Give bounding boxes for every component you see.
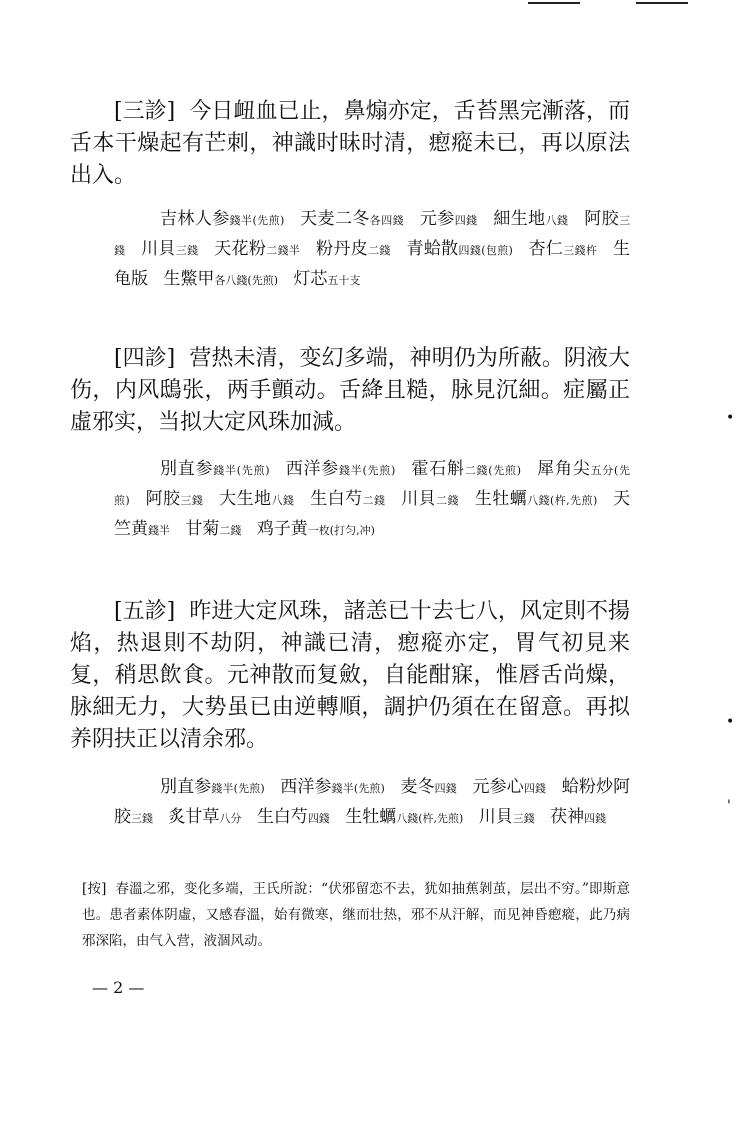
herb: 吉林人参錢半(先煎)	[160, 209, 285, 229]
margin-tick: '	[727, 798, 731, 814]
section-3-text: 今日衄血已止，鼻煽亦定，舌苔黑完漸落，而舌本干燥起有芒刺，神識时昧时清，瘛瘲未已，再以原法出入。	[70, 99, 630, 188]
herb: 大生地八錢	[219, 489, 295, 509]
herb: 川貝二錢	[401, 489, 459, 509]
section-5-text: 昨进大定风珠，諸恙已十去七八，风定則不揚焰，热退則不劫阴，神識已清，瘛瘲亦定，胃气初見来复，稍思飲食。元神散而复斂，自能酣寐，惟唇舌尚燥，脉細无力，大势虽已由逆轉順，調护仍須在在留意。再拟养阴扶正以清余邪。	[70, 599, 630, 752]
header-rule-right	[636, 2, 688, 4]
herb: 生白芍四錢	[256, 807, 330, 827]
herb: 粉丹皮二錢	[316, 239, 391, 259]
section-4-prescription	[114, 455, 630, 545]
herb: 生牡蠣八錢(杵,先煎)	[474, 489, 598, 509]
note-label: [按]	[82, 881, 107, 897]
herb: 灯芯五十支	[293, 269, 361, 289]
herb: 天花粉二錢半	[214, 239, 301, 259]
herb: 阿胶三錢	[114, 209, 631, 257]
section-3-paragraph	[70, 96, 630, 192]
section-3-label: [三診]	[114, 99, 176, 124]
herb: 川貝三錢	[478, 807, 535, 827]
herb: 生牡蠣八錢(杵,先煎)	[345, 807, 464, 827]
herb: 茯神四錢	[550, 807, 607, 827]
herb: 麦冬四錢	[400, 777, 457, 797]
herb: 細生地八錢	[493, 209, 569, 229]
herb: 元参心四錢	[472, 777, 547, 797]
section-5-paragraph	[70, 596, 630, 756]
herb: 元参四錢	[419, 209, 478, 229]
herb: 生龟版	[114, 239, 631, 289]
page-number: — 2 —	[92, 978, 145, 997]
header-rule-left	[528, 2, 580, 4]
herb: 生鱉甲各八錢(先煎)	[163, 269, 278, 289]
section-4-label: [四診]	[114, 346, 176, 371]
herb: 天麦二冬各四錢	[300, 209, 405, 229]
herb: 炙甘草八分	[168, 807, 242, 827]
herb: 別直参錢半(先煎)	[160, 459, 270, 479]
herb: 別直参錢半(先煎)	[160, 777, 265, 797]
herb: 西洋参錢半(先煎)	[285, 459, 396, 479]
commentary-note	[82, 876, 630, 954]
margin-dot: •	[726, 410, 735, 426]
herb: 川貝三錢	[141, 239, 199, 259]
herb: 霍石斛二錢(先煎)	[411, 459, 522, 479]
section-5-prescription	[114, 773, 630, 833]
herb: 青蛤散四錢(包煎)	[406, 239, 513, 259]
herb: 甘菊二錢	[185, 519, 242, 539]
herb: 天竺黄錢半	[114, 489, 631, 539]
herb: 生白芍二錢	[310, 489, 386, 509]
herb: 西洋参錢半(先煎)	[280, 777, 385, 797]
margin-dot: •	[726, 714, 735, 730]
herb: 鸡子黄一枚(打匀,冲)	[256, 519, 375, 539]
section-4-text: 营热未清，变幻多端，神明仍为所蔽。阴液大伤，内风鴟张，两手顫动。舌絳且糙，脉見沉細。症屬正虛邪实，当拟大定风珠加減。	[70, 346, 630, 435]
note-text: 春溫之邪，变化多端，王氏所說：“伏邪留恋不去，犹如抽蕉剝茧，层出不穷。”即斯意也。患者素体阴虛，又感春溫，始有微寒，继而壮热，邪不从汗解，而见神昏瘛瘲，此乃病邪深陷，由气入营，液涸风动。	[82, 881, 630, 949]
section-4-paragraph	[70, 343, 630, 439]
herb: 杏仁三錢杵	[528, 239, 598, 259]
section-3-prescription	[114, 205, 630, 295]
herb: 蛤粉炒阿胶三錢	[114, 777, 631, 827]
herb: 阿胶三錢	[145, 489, 204, 509]
herb: 犀角尖五分(先煎)	[114, 459, 630, 507]
section-5-label: [五診]	[114, 599, 176, 624]
